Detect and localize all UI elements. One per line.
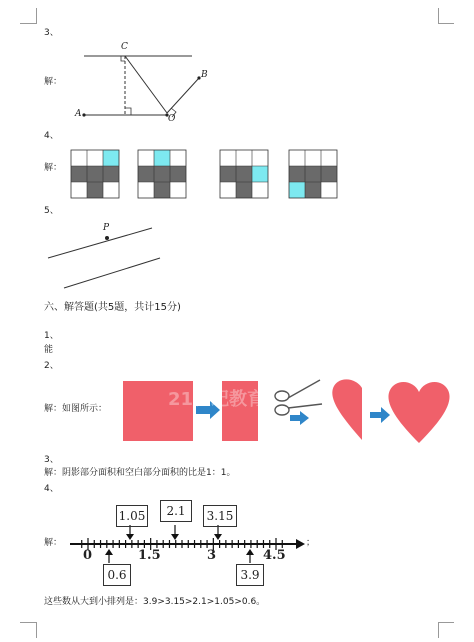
question-number-6-2: 2、 (44, 361, 59, 371)
point-label-c: C (121, 42, 128, 52)
question-number-6-3: 3、 (44, 455, 59, 465)
value-box-1-05: 1.05 (116, 505, 148, 527)
value-box-3-9: 3.9 (236, 564, 264, 586)
answer-6-1: 能 (44, 345, 54, 355)
tick-label-0: 0 (83, 548, 93, 563)
watermark: 21世纪教育 (168, 389, 266, 410)
point-label-b: B (201, 70, 208, 80)
answer-label-4: 解： (44, 163, 63, 173)
answer-label-6-2: 解：如图所示： (44, 404, 108, 414)
point-label-a: A (75, 109, 82, 119)
answer-label-6-4: 解： (44, 538, 63, 548)
point-label-p: P (103, 223, 110, 233)
point-label-o: O (168, 114, 176, 124)
answer-6-3: 解：阴影部分面积和空白部分面积的比是1：1。 (44, 468, 236, 478)
question-number-4: 4、 (44, 131, 59, 141)
section-heading: 六、解答题(共5题，共计15分) (44, 302, 181, 313)
question-number-3: 3、 (44, 28, 59, 38)
tick-label-1-5: 1.5 (138, 548, 161, 563)
tick-label-3: 3 (207, 548, 217, 563)
answer-label-3: 解： (44, 77, 63, 87)
tick-label-4-5: 4.5 (263, 548, 286, 563)
question-number-5: 5、 (44, 206, 59, 216)
conclusion: 这些数从大到小排列是：3.9>3.15>2.1>1.05>0.6。 (44, 597, 266, 607)
question-number-6-4: 4、 (44, 484, 59, 494)
question-number-6-1: 1、 (44, 331, 59, 341)
value-box-0-6: 0.6 (103, 564, 131, 586)
semicolon: ； (306, 538, 316, 548)
value-box-3-15: 3.15 (203, 505, 237, 527)
value-box-2-1: 2.1 (160, 500, 192, 522)
